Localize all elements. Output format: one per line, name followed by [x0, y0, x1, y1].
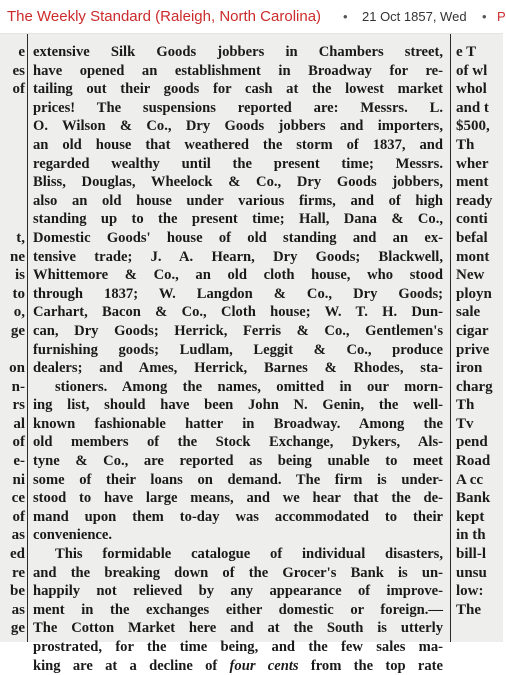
newspaper-title-link[interactable]: The Weekly Standard (Raleigh, North Carolina) [7, 8, 322, 25]
column-rule-right [450, 34, 451, 642]
left-fragment [0, 99, 27, 118]
article-line: Whittemore & Co., an old cloth house, who stood [33, 267, 443, 284]
left-fragment: rs [12, 397, 25, 414]
right-fragment: cigar [456, 322, 489, 339]
article-line: stood to have large means, and we hear that the de- [33, 490, 443, 507]
article-line: dealers; and Ames, Herrick, Barnes & Rhodes, sta- [33, 360, 443, 377]
left-fragment [0, 155, 27, 174]
left-fragment [0, 192, 27, 211]
article-line: also an old house under various firms, and of high [33, 192, 443, 209]
right-fragment: pend [456, 434, 488, 451]
right-fragment: The [456, 601, 482, 618]
left-fragment: re [11, 564, 25, 581]
left-fragment: of [12, 434, 25, 451]
article-line: some of their loans on demand. The firm is under- [33, 471, 443, 488]
article-line: and the breaking down of the Grocer's Bank is un- [33, 564, 443, 581]
article-line: convenience. [33, 527, 113, 544]
article-line: happily not relieved by any appearance of improve- [33, 583, 443, 600]
article-line: tensive trade; J. A. Hearn, Dry Goods; Blackwell, [33, 248, 443, 265]
right-fragment: ployn [456, 285, 492, 302]
article-line: Domestic Goods' house of old standing and an ex- [33, 229, 443, 246]
article-line: through 1837; W. Langdon & Co., Dry Goods; [33, 285, 443, 302]
right-fragment: kept [456, 508, 485, 525]
viewer-header [0, 0, 506, 34]
left-fragment: as [11, 527, 25, 544]
left-fragment: es [12, 62, 25, 79]
article-line: an old house that weathered the storm of 1837, and [33, 136, 443, 153]
left-fragment: o, [13, 304, 25, 321]
article-line: ing list, should have been John N. Genin, the well- [33, 397, 443, 414]
right-fragment: ment [456, 174, 489, 191]
right-fragment: ready [456, 192, 493, 209]
right-fragment: $500, [456, 118, 490, 135]
left-fragment: ce [11, 490, 25, 507]
left-fragment: of [12, 81, 25, 98]
left-fragment: ed [10, 546, 25, 563]
left-fragment: to [12, 285, 25, 302]
left-fragment: on [9, 360, 25, 377]
article-line: have opened an establishment in Broadway for re- [33, 62, 443, 79]
right-fragment: and t [456, 99, 489, 116]
article-line: stioners. Among the names, omitted in our morn- [55, 378, 443, 395]
right-fragment: Bank [456, 490, 491, 507]
article-line: regarded wealthy until the present time; Messrs. [33, 155, 443, 172]
newspaper-scan [0, 34, 503, 674]
left-fragment [0, 341, 27, 360]
left-fragment: al [13, 415, 25, 432]
article-line: tyne & Co., are reported as being unable to meet [33, 453, 443, 470]
article-line: tailing out their goods for cash at the lowest market [33, 81, 443, 98]
publication-date: 21 Oct 1857, Wed [362, 9, 467, 24]
right-fragment: befal [456, 229, 488, 246]
right-fragment: low: [456, 583, 484, 600]
article-line: can, Dry Goods; Herrick, Ferris & Co., Gentlemen's [33, 322, 443, 339]
header-separator: • [482, 9, 487, 24]
article-line: known fashionable hatter in Broadway. Among the [33, 415, 443, 432]
article-line: old members of the Stock Exchange, Dykers, Als- [33, 434, 443, 451]
left-fragment: e [18, 44, 25, 60]
right-fragment: sale [456, 304, 481, 321]
right-fragment: whol [456, 81, 487, 98]
article-line: Bliss, Douglas, Wheelock & Co., Dry Goods jobbers, [33, 174, 443, 191]
right-fragment: unsu [456, 564, 487, 581]
left-fragment: ge [10, 620, 25, 637]
right-fragment: conti [456, 211, 488, 228]
article-line: standing up to the present time; Hall, Dana & Co., [33, 211, 443, 228]
right-fragment: Tv [456, 415, 474, 432]
right-fragment: charg [456, 378, 493, 395]
right-fragment: Th [456, 136, 475, 153]
right-fragment: e T [456, 44, 477, 60]
header-separator: • [343, 9, 348, 24]
right-fragment: in th [456, 527, 486, 544]
left-fragment [0, 117, 27, 136]
right-fragment: of wl [456, 62, 488, 79]
right-fragment: mont [456, 248, 490, 265]
left-fragment [0, 173, 27, 192]
left-fragment: n- [11, 378, 25, 395]
right-fragment: New [456, 267, 485, 284]
article-line: ment in the exchanges either domestic or foreign.— [33, 601, 443, 618]
article-line: king are at a decline of four cents from the top rate [33, 657, 443, 674]
column-rule-left [27, 34, 28, 642]
right-fragment: A cc [456, 471, 484, 488]
left-fragment: of [12, 508, 25, 525]
right-fragment: bill-l [456, 546, 487, 563]
left-fragment [0, 210, 27, 229]
article-line: O. Wilson & Co., Dry Goods jobbers and importers, [33, 118, 443, 135]
left-fragment: is [14, 267, 25, 284]
article-line: Carhart, Bacon & Co., Cloth house; W. T. H. Dun- [33, 304, 443, 321]
left-fragment: ne [10, 248, 25, 265]
left-fragment: ge [10, 322, 25, 339]
left-fragment: e- [13, 453, 25, 470]
article-line: extensive Silk Goods jobbers in Chambers street, [33, 44, 443, 60]
article-column [33, 43, 443, 675]
left-fragment: t, [16, 229, 25, 246]
page-link[interactable]: P [497, 9, 506, 24]
right-column-fragments [456, 43, 503, 619]
right-fragment: prive [456, 341, 490, 358]
right-fragment: Road [456, 453, 491, 470]
article-line: prices! The suspensions reported are: Messrs. L. [33, 99, 443, 116]
article-line: mand upon them to-day was accommodated to their [33, 508, 443, 525]
right-fragment: iron [456, 360, 483, 377]
article-line: The Cotton Market here and at the South is utterly [33, 620, 443, 637]
right-fragment: Th [456, 397, 475, 414]
left-fragment [0, 136, 27, 155]
article-line: This formidable catalogue of individual disasters, [55, 546, 443, 563]
right-fragment: wher [456, 155, 489, 172]
article-line: prostrated, for the time being, and the few sales ma- [33, 639, 443, 655]
left-fragment: as [11, 601, 25, 618]
left-fragment: ni [12, 471, 25, 488]
left-fragment: be [10, 583, 25, 600]
left-column-fragments [0, 43, 27, 638]
article-line: furnishing goods; Ludlam, Leggit & Co., produce [33, 341, 443, 358]
